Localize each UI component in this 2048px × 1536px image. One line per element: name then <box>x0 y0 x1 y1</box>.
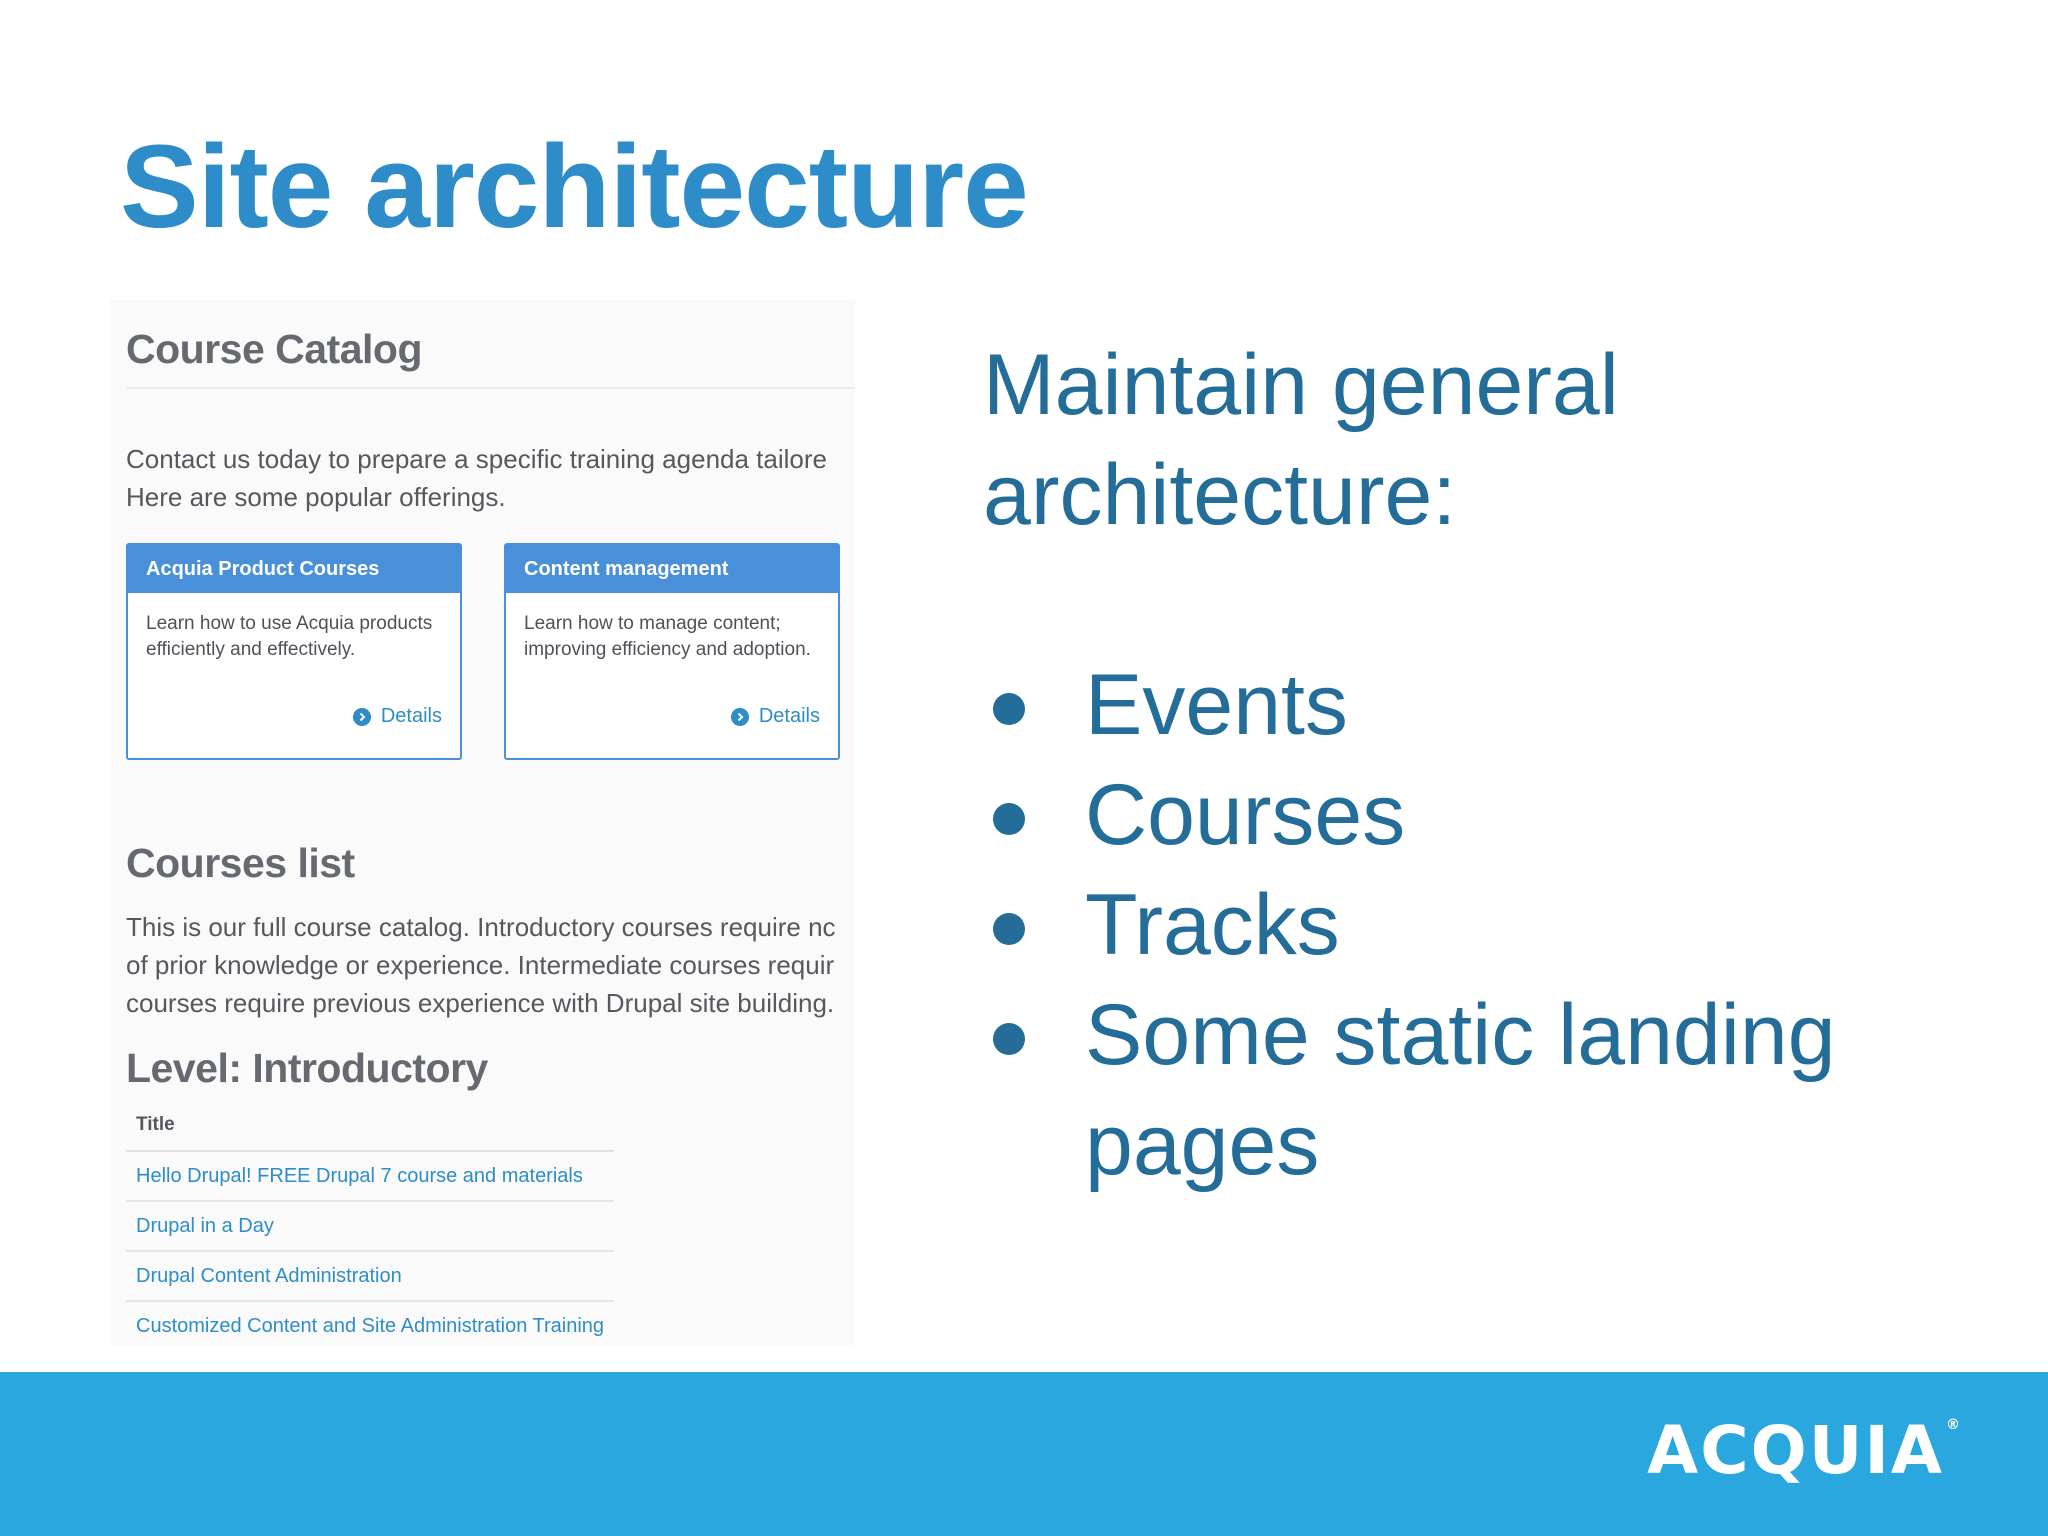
table-row <box>126 1251 614 1301</box>
bullet-text: Events <box>1085 657 1348 753</box>
details-link[interactable] <box>353 705 442 728</box>
card-description: Learn how to use Acquia products efficiently and effectively. <box>146 613 433 660</box>
column-header-title: Title <box>126 1100 614 1151</box>
details-link-label: Details <box>380 705 442 727</box>
table-header-row <box>126 1100 614 1151</box>
chevron-circle-right-icon <box>731 708 749 726</box>
bullet-dot <box>993 803 1025 835</box>
details-link-label: Details <box>758 705 820 727</box>
catalog-intro <box>126 440 855 516</box>
catalog-intro-line: Here are some popular offerings. <box>126 482 506 512</box>
bullet-list <box>983 650 1983 1200</box>
footer-band <box>0 1372 2048 1536</box>
card-title: Content management <box>506 545 838 593</box>
courses-list-intro <box>126 908 855 1022</box>
logo-text: ACQUIA <box>1647 1412 1944 1489</box>
table-row <box>126 1301 614 1345</box>
bullet-item <box>983 870 1983 980</box>
bullet-text: Some static landing pages <box>1085 987 1836 1193</box>
chevron-circle-right-icon <box>353 708 371 726</box>
details-link[interactable] <box>731 705 820 728</box>
table-row <box>126 1201 614 1251</box>
bullet-item <box>983 980 1983 1200</box>
bullet-dot <box>993 913 1025 945</box>
course-catalog-heading: Course Catalog <box>126 326 422 372</box>
course-card <box>504 543 840 760</box>
divider <box>126 387 855 389</box>
courses-list-intro-line: This is our full course catalog. Introductory courses require nc <box>126 912 836 942</box>
website-screenshot <box>110 300 855 1345</box>
course-link[interactable]: Drupal in a Day <box>126 1201 614 1251</box>
course-link[interactable]: Drupal Content Administration <box>126 1251 614 1301</box>
level-heading: Level: Introductory <box>126 1045 488 1091</box>
slide-title: Site architecture <box>120 121 1028 253</box>
course-card <box>126 543 462 760</box>
table-row <box>126 1151 614 1201</box>
acquia-logo <box>1647 1412 1962 1489</box>
catalog-intro-line: Contact us today to prepare a specific training agenda tailore <box>126 444 827 474</box>
card-title: Acquia Product Courses <box>128 545 460 593</box>
courses-list-heading: Courses list <box>126 840 355 886</box>
bullet-text: Courses <box>1085 767 1406 863</box>
bullet-text: Tracks <box>1085 877 1340 973</box>
bullet-dot <box>993 1023 1025 1055</box>
card-description: Learn how to manage content; improving efficiency and adoption. <box>524 613 811 660</box>
bullet-dot <box>993 693 1025 725</box>
bullet-item <box>983 650 1983 760</box>
courses-list-intro-line: of prior knowledge or experience. Intermediate courses requir <box>126 950 835 980</box>
courses-table <box>126 1100 614 1345</box>
bullet-item <box>983 760 1983 870</box>
courses-list-intro-line: courses require previous experience with Drupal site building. <box>126 988 835 1018</box>
course-link[interactable]: Customized Content and Site Administration Training <box>126 1301 614 1345</box>
registered-mark: ® <box>1946 1417 1962 1433</box>
lead-text: Maintain general architecture: <box>983 337 1619 543</box>
course-link[interactable]: Hello Drupal! FREE Drupal 7 course and materials <box>126 1151 614 1201</box>
